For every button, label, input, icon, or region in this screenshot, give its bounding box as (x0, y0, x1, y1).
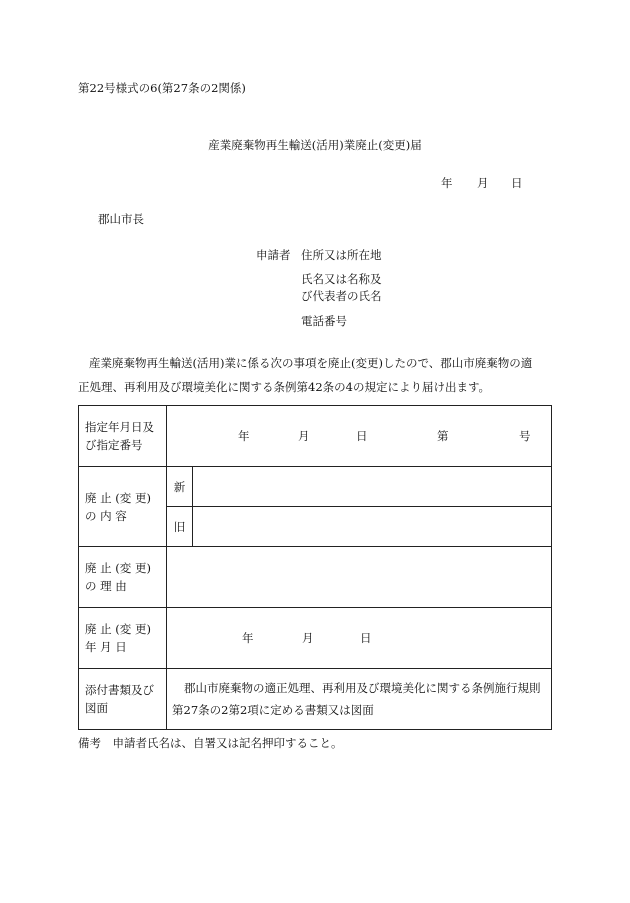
table-row-date (79, 608, 552, 669)
applicant-phone-label: 電話番号 (301, 314, 347, 328)
applicant-label: 申請者 (256, 248, 291, 262)
change-date-label: 廃 止 (変 更) 年 月 日 (79, 608, 167, 669)
applicant-address-label: 住所又は所在地 (301, 248, 382, 262)
date-year-label: 年 (441, 176, 453, 190)
content-new-label: 新 (167, 467, 193, 507)
notification-table (78, 405, 552, 730)
attachments-label: 添付書類及び 図面 (79, 669, 167, 730)
body-text-line2: 正処理、再利用及び環境美化に関する条例第42条の4の規定により届け出ます。 (78, 380, 491, 394)
date-day-label: 日 (511, 176, 523, 190)
designation-label: 指定年月日及 び指定番号 (79, 406, 167, 467)
body-text-line1: 産業廃棄物再生輸送(活用)業に係る次の事項を廃止(変更)したので、郡山市廃棄物の適 (89, 356, 533, 370)
remark: 備考 申請者氏名は、自署又は記名押印すること。 (78, 736, 343, 750)
table-row-attachments (79, 669, 552, 730)
content-old-value[interactable] (193, 507, 552, 547)
content-old-label: 旧 (167, 507, 193, 547)
designation-value[interactable]: 年 月 日 第 号 (167, 406, 552, 467)
reason-label: 廃 止 (変 更) の 理 由 (79, 547, 167, 608)
table-row-designation (79, 406, 552, 467)
table-row-reason (79, 547, 552, 608)
attachments-value: 郡山市廃棄物の適正処理、再利用及び環境美化に関する条例施行規則 第27条の2第2項に定める書類又は図面 (167, 669, 552, 730)
reason-value[interactable] (167, 547, 552, 608)
applicant-name-label-line2: び代表者の氏名 (301, 289, 382, 303)
content-new-value[interactable] (193, 467, 552, 507)
page-title: 産業廃棄物再生輸送(活用)業廃止(変更)届 (208, 138, 422, 152)
table-row-content-new (79, 467, 552, 507)
date-month-label: 月 (477, 176, 489, 190)
change-date-value[interactable]: 年 月 日 (167, 608, 552, 669)
addressee: 郡山市長 (98, 212, 144, 226)
applicant-name-label-line1: 氏名又は名称及 (301, 272, 382, 286)
content-label: 廃 止 (変 更) の 内 容 (79, 467, 167, 547)
form-number: 第22号様式の6(第27条の2関係) (78, 81, 246, 95)
